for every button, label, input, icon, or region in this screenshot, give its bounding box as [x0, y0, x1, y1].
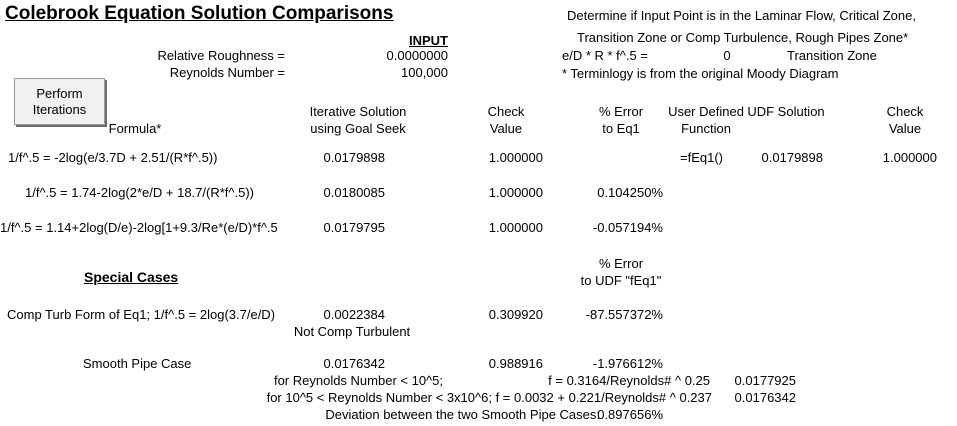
smooth-pipe-check-cell: 0.988916 — [488, 356, 543, 371]
smooth-pipe-label: Smooth Pipe Case — [83, 356, 192, 371]
eq3-check-cell: 1.000000 — [488, 220, 543, 235]
zone-info-line-1: Determine if Input Point is in the Laminar Flow, Critical Zone, — [567, 8, 916, 23]
col-header-check1-line2: Value — [489, 121, 523, 136]
eq3-pct-error-cell: -0.057194% — [592, 220, 663, 235]
perform-iterations-button[interactable] — [14, 78, 105, 125]
pct-error-udf-header-line2: to UDF "fEq1" — [580, 273, 662, 288]
col-header-check2-line1: Check — [886, 104, 924, 119]
comp-turb-note: Not Comp Turbulent — [293, 324, 411, 339]
eq2-formula-cell: 1/f^.5 = 1.74-2log(2*e/D + 18.7/(R*f^.5)) — [25, 185, 254, 200]
col-header-udf-line1: User Defined — [668, 104, 744, 119]
perform-iterations-label-line2: Iterations — [32, 101, 87, 117]
smooth-case1-formula: f = 0.3164/Reynolds# ^ 0.25 — [548, 373, 710, 388]
eq3-iterative-cell: 0.0179795 — [323, 220, 385, 235]
smooth-pipe-pct-error-cell: -1.976612% — [592, 356, 663, 371]
smooth-deviation-label: Deviation between the two Smooth Pipe Cases: — [325, 407, 600, 422]
input-header: INPUT — [409, 33, 448, 48]
eq3-formula-cell: 1/f^.5 = 1.14+2log(D/e)-2log[1+9.3/Re*(e/D)*f^.5 — [0, 220, 278, 235]
col-header-pct-error-line1: % Error — [598, 104, 644, 119]
smooth-case1-value: 0.0177925 — [734, 373, 796, 388]
eq1-iterative-cell: 0.0179898 — [323, 150, 385, 165]
comp-turb-iterative-cell: 0.0022384 — [323, 307, 385, 322]
col-header-udf-line2: Function — [681, 121, 731, 136]
relative-roughness-label: Relative Roughness = — [157, 48, 285, 63]
reynolds-number-label: Reynolds Number = — [169, 65, 285, 80]
relative-roughness-value[interactable]: 0.0000000 — [386, 48, 448, 63]
perform-iterations-label-line1: Perform — [36, 85, 83, 101]
comp-turb-label: Comp Turb Form of Eq1; 1/f^.5 = 2log(3.7/e/D) — [7, 307, 276, 322]
zone-check-label: e/D * R * f^.5 = — [562, 48, 648, 63]
col-header-udf-solution: UDF Solution — [747, 104, 825, 119]
zone-result: Transition Zone — [787, 48, 877, 63]
col-header-iterative-line2: using Goal Seek — [310, 121, 406, 136]
col-header-pct-error-line2: to Eq1 — [602, 121, 640, 136]
smooth-case1-condition: for Reynolds Number < 10^5; — [273, 373, 443, 388]
zone-info-line-2: Transition Zone or Comp Turbulence, Rough Pipes Zone* — [577, 30, 909, 45]
smooth-pipe-iterative-cell: 0.0176342 — [323, 356, 385, 371]
col-header-formula: Formula* — [108, 121, 162, 136]
zone-check-value: 0 — [723, 48, 731, 63]
col-header-iterative-line1: Iterative Solution — [309, 104, 407, 119]
eq1-formula-cell: 1/f^.5 = -2log(e/3.7D + 2.51/(R*f^.5)) — [8, 150, 218, 165]
special-cases-heading: Special Cases — [84, 269, 179, 285]
smooth-case2-value: 0.0176342 — [734, 390, 796, 405]
eq1-check-cell: 1.000000 — [488, 150, 543, 165]
col-header-check1-line1: Check — [487, 104, 525, 119]
eq1-udf-cell: =fEq1() — [680, 150, 723, 165]
col-header-check2-line2: Value — [888, 121, 922, 136]
page-title: Colebrook Equation Solution Comparisons — [5, 3, 394, 24]
comp-turb-check-cell: 0.309920 — [488, 307, 543, 322]
eq2-iterative-cell: 0.0180085 — [323, 185, 385, 200]
eq1-check2-cell: 1.000000 — [882, 150, 937, 165]
pct-error-udf-header-line1: % Error — [598, 256, 644, 271]
eq2-pct-error-cell: 0.104250% — [597, 185, 663, 200]
smooth-case2-text: for 10^5 < Reynolds Number < 3x10^6; f = 0.0032 + 0.221/Reynolds# ^ 0.237 — [266, 390, 712, 405]
reynolds-number-value[interactable]: 100,000 — [401, 65, 448, 80]
moody-footnote: * Terminlogy is from the original Moody Diagram — [562, 66, 839, 81]
comp-turb-pct-error-cell: -87.557372% — [585, 307, 663, 322]
eq1-udf-solution-cell: 0.0179898 — [761, 150, 823, 165]
eq2-check-cell: 1.000000 — [488, 185, 543, 200]
smooth-deviation-value: 0.897656% — [597, 407, 663, 422]
